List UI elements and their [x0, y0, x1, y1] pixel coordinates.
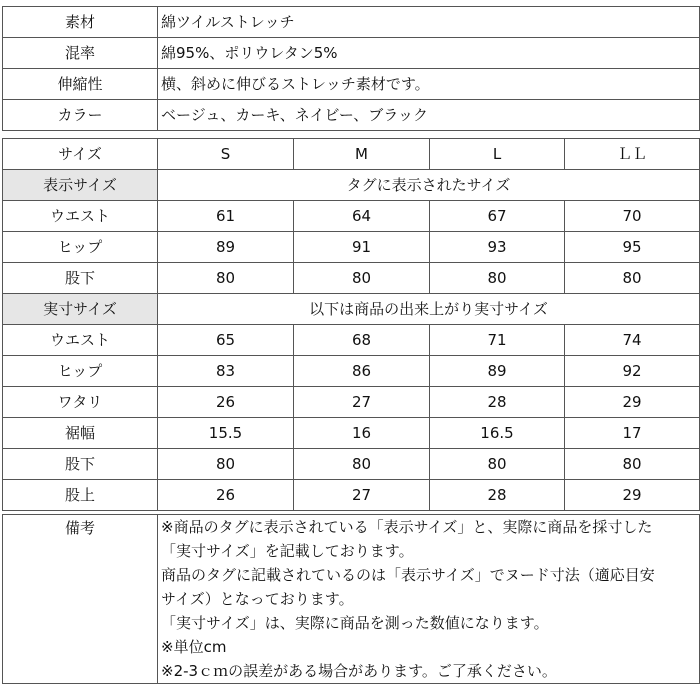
table-row [3, 449, 700, 480]
cell-value: 28 [430, 387, 565, 418]
blend-row [3, 38, 700, 69]
note-line: ※単位cm [161, 638, 227, 656]
blend-value: 綿95%、ポリウレタン5% [158, 38, 700, 69]
note-line: 商品のタグに記載されているのは「表示サイズ」でヌード寸法（適応目安 [161, 566, 655, 584]
cell-value: 80 [430, 449, 565, 480]
tag-size-label: 表示サイズ [3, 170, 158, 201]
table-row [3, 387, 700, 418]
row-label: ウエスト [3, 325, 158, 356]
cell-value: 89 [158, 232, 294, 263]
note-line: ※2-3ｃｍの誤差がある場合があります。ご了承ください。 [161, 662, 557, 680]
size-table [2, 138, 700, 511]
actual-size-label: 実寸サイズ [3, 294, 158, 325]
stretch-row [3, 69, 700, 100]
note-line: 「実寸サイズ」は、実際に商品を測った数値になります。 [161, 614, 549, 632]
cell-value: 64 [294, 201, 430, 232]
cell-value: 93 [430, 232, 565, 263]
notes-table [2, 514, 700, 684]
table-row [3, 480, 700, 511]
stretch-label: 伸縮性 [3, 69, 158, 100]
cell-value: 80 [294, 449, 430, 480]
size-header-row [3, 139, 700, 170]
cell-value: 74 [565, 325, 700, 356]
material-table [2, 6, 700, 131]
row-label: 股下 [3, 263, 158, 294]
cell-value: 91 [294, 232, 430, 263]
table-row [3, 325, 700, 356]
cell-value: 70 [565, 201, 700, 232]
note-line: 「実寸サイズ」を記載しております。 [161, 542, 414, 560]
table-row [3, 263, 700, 294]
size-header-label: サイズ [3, 139, 158, 170]
size-s-header: S [158, 139, 294, 170]
table-row [3, 356, 700, 387]
cell-value: 65 [158, 325, 294, 356]
notes-label: 備考 [3, 515, 158, 684]
cell-value: 95 [565, 232, 700, 263]
cell-value: 80 [565, 449, 700, 480]
size-m-header: M [294, 139, 430, 170]
cell-value: 92 [565, 356, 700, 387]
row-label: ヒップ [3, 232, 158, 263]
note-line: サイズ）となっております。 [161, 590, 354, 608]
actual-size-section-row [3, 294, 700, 325]
cell-value: 27 [294, 387, 430, 418]
color-label: カラー [3, 100, 158, 131]
tag-size-caption: タグに表示されたサイズ [158, 170, 700, 201]
cell-value: 27 [294, 480, 430, 511]
cell-value: 83 [158, 356, 294, 387]
color-row [3, 100, 700, 131]
row-label: ウエスト [3, 201, 158, 232]
stretch-value: 横、斜めに伸びるストレッチ素材です。 [158, 69, 700, 100]
cell-value: 26 [158, 387, 294, 418]
note-line: ※商品のタグに表示されている「表示サイズ」と、実際に商品を採寸した [161, 518, 653, 536]
table-row [3, 418, 700, 449]
notes-row [3, 515, 700, 684]
cell-value: 86 [294, 356, 430, 387]
color-value: ベージュ、カーキ、ネイビー、ブラック [158, 100, 700, 131]
cell-value: 68 [294, 325, 430, 356]
table-row [3, 232, 700, 263]
cell-value: 80 [430, 263, 565, 294]
cell-value: 61 [158, 201, 294, 232]
material-label: 素材 [3, 7, 158, 38]
row-label: 股上 [3, 480, 158, 511]
table-row [3, 201, 700, 232]
row-label: 股下 [3, 449, 158, 480]
cell-value: 28 [430, 480, 565, 511]
cell-value: 67 [430, 201, 565, 232]
cell-value: 29 [565, 387, 700, 418]
row-label: 裾幅 [3, 418, 158, 449]
cell-value: 16.5 [430, 418, 565, 449]
row-label: ワタリ [3, 387, 158, 418]
cell-value: 89 [430, 356, 565, 387]
cell-value: 29 [565, 480, 700, 511]
cell-value: 80 [294, 263, 430, 294]
tag-size-section-row [3, 170, 700, 201]
cell-value: 80 [565, 263, 700, 294]
cell-value: 17 [565, 418, 700, 449]
notes-body [158, 515, 700, 684]
cell-value: 71 [430, 325, 565, 356]
material-row [3, 7, 700, 38]
size-ll-header: ＬＬ [565, 139, 700, 170]
cell-value: 80 [158, 449, 294, 480]
cell-value: 80 [158, 263, 294, 294]
cell-value: 16 [294, 418, 430, 449]
cell-value: 15.5 [158, 418, 294, 449]
cell-value: 26 [158, 480, 294, 511]
actual-size-caption: 以下は商品の出来上がり実寸サイズ [158, 294, 700, 325]
row-label: ヒップ [3, 356, 158, 387]
size-l-header: L [430, 139, 565, 170]
blend-label: 混率 [3, 38, 158, 69]
material-value: 綿ツイルストレッチ [158, 7, 700, 38]
